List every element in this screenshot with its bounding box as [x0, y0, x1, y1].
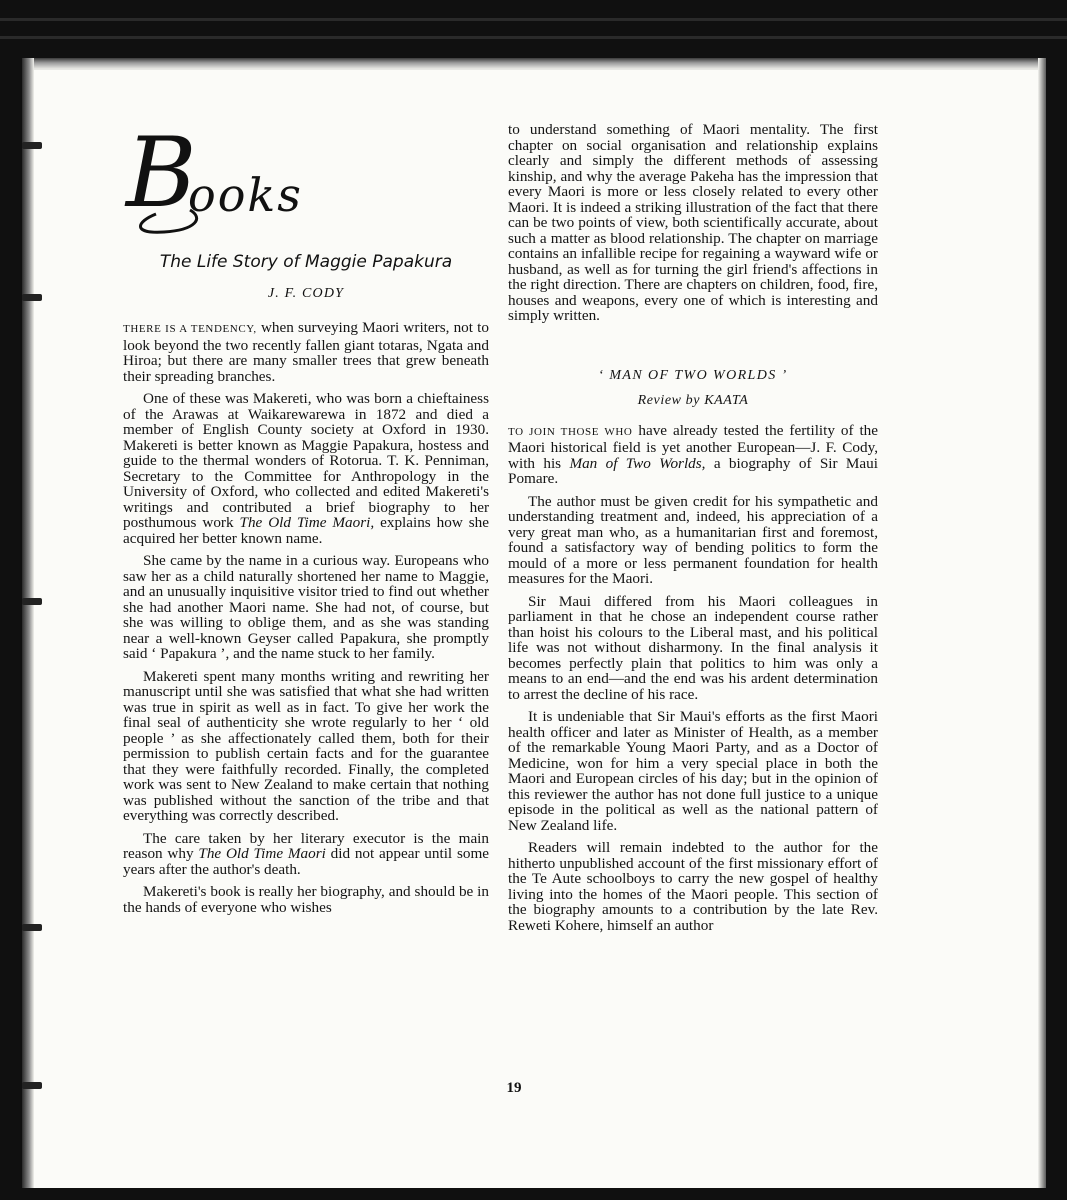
review-title: ‘ MAN OF TWO WORLDS ’: [598, 367, 788, 383]
paragraph: to understand something of Maori mentality. The first chapter on social organisation and relationship explains clearly and simply the different methods of assessing kinship, and why the average Pakeha has the impression that every Maori is more or less closely related to every other Maori. It is indeed a striking illustration of the fact that there can be two points of view, both scientifically accurate, about such a matter as blood relationship. The chapter on marriage contains an infallible recipe for regaining a wayward wife or husband, as well as for turning the girl friend's affections in the right direction. There are chapters on children, food, fire, houses and weapons, every one of which is interesting and simply written.: [508, 121, 878, 324]
left-column: [123, 320, 489, 922]
heading-initial: B: [126, 117, 195, 229]
paragraph: Sir Maui differed from his Maori colleagues in parliament in that he chose an independent course rather than hoist his colours to the Liberal mast, and his political life was not without disharmony. In the final analysis it becomes perfectly plain that politics to him was only a means to an end—and the end was his ardent determination to arrest the decline of his race.: [508, 592, 878, 703]
paragraph: Makereti spent many months writing and rewriting her manuscript until she was satisfied that what she had written was true in spirit as well as in fact. To give her work the final seal of authenticity she wrote regularly to her ‘ old people ’ as she affectionately called them, both for their permission to publish certain facts and for the guarantee that they were faithfully recorded. Finally, the completed work was sent to New Zealand to make certain that nothing was published without the sanction of the tribe and that everything was correctly described.: [123, 667, 489, 824]
book-title-italic: The Old Time Maori,: [239, 514, 375, 531]
book-title-italic: The Old Time Maori: [198, 845, 326, 862]
page-right-edge: [1038, 58, 1046, 1188]
lead-in: TO JOIN THOSE WHO: [508, 425, 633, 438]
right-column: [508, 122, 878, 940]
heading-rest: ooks: [188, 168, 303, 222]
paragraph: Makereti's book is really her biography, and should be in the hands of everyone who wishes: [123, 883, 489, 916]
binding-mark: [22, 294, 42, 301]
paragraph: She came by the name in a curious way. Europeans who saw her as a child naturally shortened her name to Maggie, and an unusually inquisitive visitor tried to find out whether she had another Maori name. She had not, of course, but she was willing to oblige them, and as she was standing near a well-known Geyser called Papakura, she promptly said ‘ Papakura ’, and the name stuck to her family.: [123, 552, 489, 662]
book-title-italic: Man of Two Worlds,: [569, 454, 706, 472]
page-top-edge: [22, 58, 1046, 70]
binding-mark: [22, 598, 42, 605]
review-byline: Review by KAATA: [637, 393, 749, 408]
books-heading: [126, 117, 366, 236]
article-byline: J. F. CODY: [267, 286, 345, 301]
article-title: The Life Story of Maggie Papakura: [159, 252, 453, 272]
magazine-page: [22, 58, 1046, 1188]
binding-mark: [22, 142, 42, 149]
paragraph: Readers will remain indebted to the author for the hitherto unpublished account of the first missionary effort of the Te Aute schoolboys to carry the new gospel of healthy living into the homes of the Maori people. This section of the biography amounts to a contribution by the late Rev. Reweti Kohere, himself an author: [508, 839, 878, 934]
page-number: 19: [506, 1080, 522, 1096]
binding-edge: [22, 58, 34, 1188]
paragraph: TO JOIN THOSE WHO have already tested the fertility of the Maori historical field is yet another European—J. F. Cody, with his Man of Two Worlds, a biography of Sir Maui Pomare.: [508, 421, 879, 487]
paragraph: The author must be given credit for his sympathetic and understanding treatment and, indeed, his appreciation of a very great man who, as a humanitarian first and foremost, found a satisfactory way of bending politics to form the mould of a more or less permanent foundation for health measures for the Maori.: [508, 492, 878, 587]
binding-mark: [22, 924, 42, 931]
lead-in: THERE IS A TENDENCY,: [123, 323, 257, 335]
paragraph: THERE IS A TENDENCY, when surveying Maori writers, not to look beyond the two recently fallen giant totaras, Ngata and Hiroa; but there are many smaller trees that grew beneath their spreading branches.: [123, 319, 489, 385]
paragraph: The care taken by her literary executor is the main reason why The Old Time Maori did not appear until some years after the author's death.: [123, 829, 489, 878]
binding-mark: [22, 1082, 42, 1089]
paragraph: One of these was Makereti, who was born a chieftainess of the Arawas at Waikarewarewa in 1872 and died a member of English County society at Oxford in 1930. Makereti is better known as Maggie Papakura, hostess and guide to the thermal wonders of Rotorua. T. K. Penniman, Secretary to the Committee for Anthropology in the University of Oxford, who collected and edited Makereti's writings and contributed a brief biography to her posthumous work The Old Time Maori, explains how she acquired her better known name.: [123, 390, 489, 547]
paragraph: It is undeniable that Sir Maui's efforts as the first Maori health officer and later as Minister of Health, as a member of the remarkable Young Maori Party, and as a Doctor of Medicine, won for him a very special place in both the Maori and European circles of his day; but in the opinion of this reviewer the author has not done full justice to a unique episode in the political as well as the national pattern of New Zealand life.: [508, 708, 878, 834]
